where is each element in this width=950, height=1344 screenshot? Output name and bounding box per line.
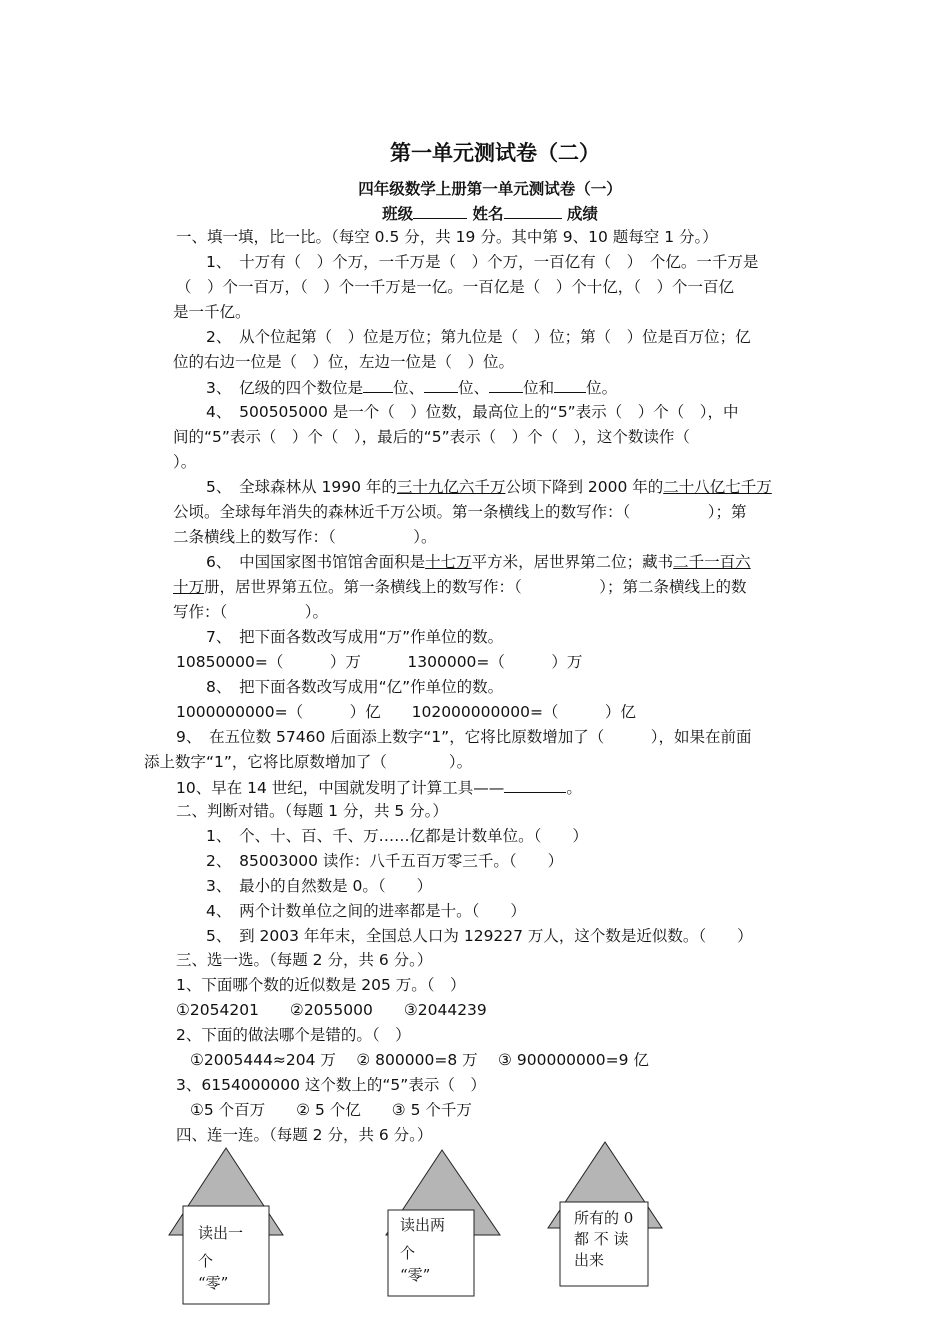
house-1-line1: 读出一	[198, 1224, 244, 1242]
q1-line1: 1、 十万有（ ）个万，一千万是（ ）个万，一百亿有（ ） 个亿。一千万是	[206, 253, 759, 271]
q10-suffix: 。	[566, 779, 582, 797]
judge-item: 5、 到 2003 年年末，全国总人口为 129227 万人，这个数是近似数。（ ）	[206, 927, 753, 945]
house-2-text	[400, 1214, 470, 1286]
q10-blank[interactable]	[504, 777, 566, 793]
q6-line2	[173, 577, 747, 597]
house-3-line3: 出来	[574, 1251, 605, 1269]
q5-line1	[206, 477, 772, 497]
q3-text-a: 位、	[393, 379, 425, 397]
q6-line3: 写作：（ ）。	[173, 603, 329, 621]
q7-line2: 10850000=（ ）万 1300000=（ ）万	[176, 653, 583, 671]
q6-text-a: 6、 中国国家图书馆馆舍面积是	[206, 553, 426, 571]
score-label: 成绩	[566, 205, 598, 223]
q2-line2: 位的右边一位是（ ）位，左边一位是（ ）位。	[173, 353, 515, 371]
q3-blank-1[interactable]	[363, 377, 393, 393]
q6-text-b: 平方米，居世界第二位；藏书	[471, 553, 674, 571]
q10-line	[176, 777, 582, 798]
choice-q3: 3、6154000000 这个数上的“5”表示（ ）	[176, 1076, 486, 1094]
q8-line2: 1000000000=（ ）亿 102000000000=（ ）亿	[176, 703, 636, 721]
house-1-line3: “零”	[198, 1274, 229, 1292]
class-label: 班级	[382, 205, 414, 223]
house-card-3[interactable]	[546, 1140, 666, 1290]
student-info-row	[0, 202, 950, 224]
section4-heading: 四、连一连。（每题 2 分，共 6 分。）	[176, 1126, 433, 1144]
house-3-line2: 都 不 读	[574, 1230, 629, 1248]
q6-line1	[206, 552, 751, 572]
q3-line	[206, 377, 617, 398]
choice-q1: 1、下面哪个数的近似数是 205 万。（ ）	[176, 976, 466, 994]
house-2-line2: 个	[400, 1244, 416, 1262]
choice-q2: 2、下面的做法哪个是错的。（ ）	[176, 1026, 411, 1044]
house-3-line1: 所有的 0	[574, 1209, 634, 1227]
q5-line2: 公顷。全球每年消失的森林近千万公顷。第一条横线上的数写作：（ ）；第	[173, 503, 747, 521]
q6-underlined-2b: 十万	[173, 578, 205, 596]
q1-line2: （ ）个一百万，（ ）个一千万是一亿。一百亿是（ ）个十亿，（ ）个一百亿	[176, 278, 735, 296]
q4-line1: 4、 500505000 是一个（ ）位数，最高位上的“5”表示（ ）个（ ），中	[206, 403, 739, 421]
q6-underlined-1: 十七万	[425, 553, 472, 571]
q3-blank-3[interactable]	[489, 377, 523, 393]
q6-text-c: 册，居世界第五位。第一条横线上的数写作：（ ）；第二条横线上的数	[204, 578, 747, 596]
q10-prefix: 10、早在 14 世纪，中国就发明了计算工具——	[176, 779, 505, 797]
section2-heading: 二、判断对错。（每题 1 分，共 5 分。）	[176, 802, 448, 820]
q2-line1: 2、 从个位起第（ ）位是万位；第九位是（ ）位；第（ ）位是百万位；亿	[206, 328, 751, 346]
q5-text-b: 公顷下降到 2000 年的	[505, 478, 664, 496]
page-title: 第一单元测试卷（二）	[390, 141, 600, 165]
judge-item: 4、 两个计数单位之间的进率都是十。（ ）	[206, 902, 526, 920]
q3-blank-4[interactable]	[554, 377, 586, 393]
choice-q1-options: ①2054201 ②2055000 ③2044239	[176, 1001, 487, 1019]
section1-heading: 一、填一填，比一比。（每空 0.5 分，共 19 分。其中第 9、10 题每空 1 分。）	[176, 228, 718, 246]
q3-blank-2[interactable]	[424, 377, 458, 393]
judge-item: 2、 85003000 读作：八千五百万零三千。（ ）	[206, 852, 564, 870]
house-1-line2: 个	[198, 1252, 214, 1270]
house-3-text	[574, 1208, 644, 1271]
q5-underlined-1: 三十九亿六千万	[396, 478, 506, 496]
q1-line3: 是一千亿。	[173, 303, 251, 321]
class-blank[interactable]	[413, 203, 467, 219]
q9-line1: 9、 在五位数 57460 后面添上数字“1”，它将比原数增加了（ ），如果在前面	[176, 728, 752, 746]
q5-underlined-2: 二十八亿七千万	[663, 478, 772, 496]
house-1-text	[198, 1222, 268, 1294]
subtitle: 四年级数学上册第一单元测试卷（一）	[358, 180, 622, 198]
q9-line2: 添上数字“1”，它将比原数增加了（ ）。	[144, 753, 473, 771]
choice-q2-options: ①2005444≈204 万 ② 800000=8 万 ③ 900000000=9 亿	[190, 1051, 649, 1069]
section3-heading: 三、选一选。（每题 2 分，共 6 分。）	[176, 951, 433, 969]
name-label: 姓名	[472, 205, 504, 223]
name-blank[interactable]	[504, 203, 562, 219]
q4-line2: 间的“5”表示（ ）个（ ），最后的“5”表示（ ）个（ ），这个数读作（	[173, 428, 690, 446]
house-card-1[interactable]	[166, 1146, 286, 1308]
q3-text-b: 位、	[458, 379, 490, 397]
house-2-line3: “零”	[400, 1266, 431, 1284]
q5-line3: 二条横线上的数写作：（ ）。	[173, 528, 437, 546]
judge-item: 1、 个、十、百、千、万……亿都是计数单位。（ ）	[206, 827, 588, 845]
q3-prefix: 3、 亿级的四个数位是	[206, 379, 364, 397]
q6-underlined-2a: 二千一百六	[673, 553, 751, 571]
choice-q3-options: ①5 个百万 ② 5 个亿 ③ 5 个千万	[190, 1101, 472, 1119]
q4-line3: ）。	[173, 453, 197, 471]
q3-text-d: 位。	[586, 379, 618, 397]
q7-line1: 7、 把下面各数改写成用“万”作单位的数。	[206, 628, 504, 646]
house-2-line1: 读出两	[400, 1216, 446, 1234]
judge-item: 3、 最小的自然数是 0。（ ）	[206, 877, 433, 895]
q5-text-a: 5、 全球森林从 1990 年的	[206, 478, 397, 496]
q8-line1: 8、 把下面各数改写成用“亿”作单位的数。	[206, 678, 504, 696]
house-card-2[interactable]	[384, 1148, 504, 1300]
q3-text-c: 位和	[523, 379, 555, 397]
